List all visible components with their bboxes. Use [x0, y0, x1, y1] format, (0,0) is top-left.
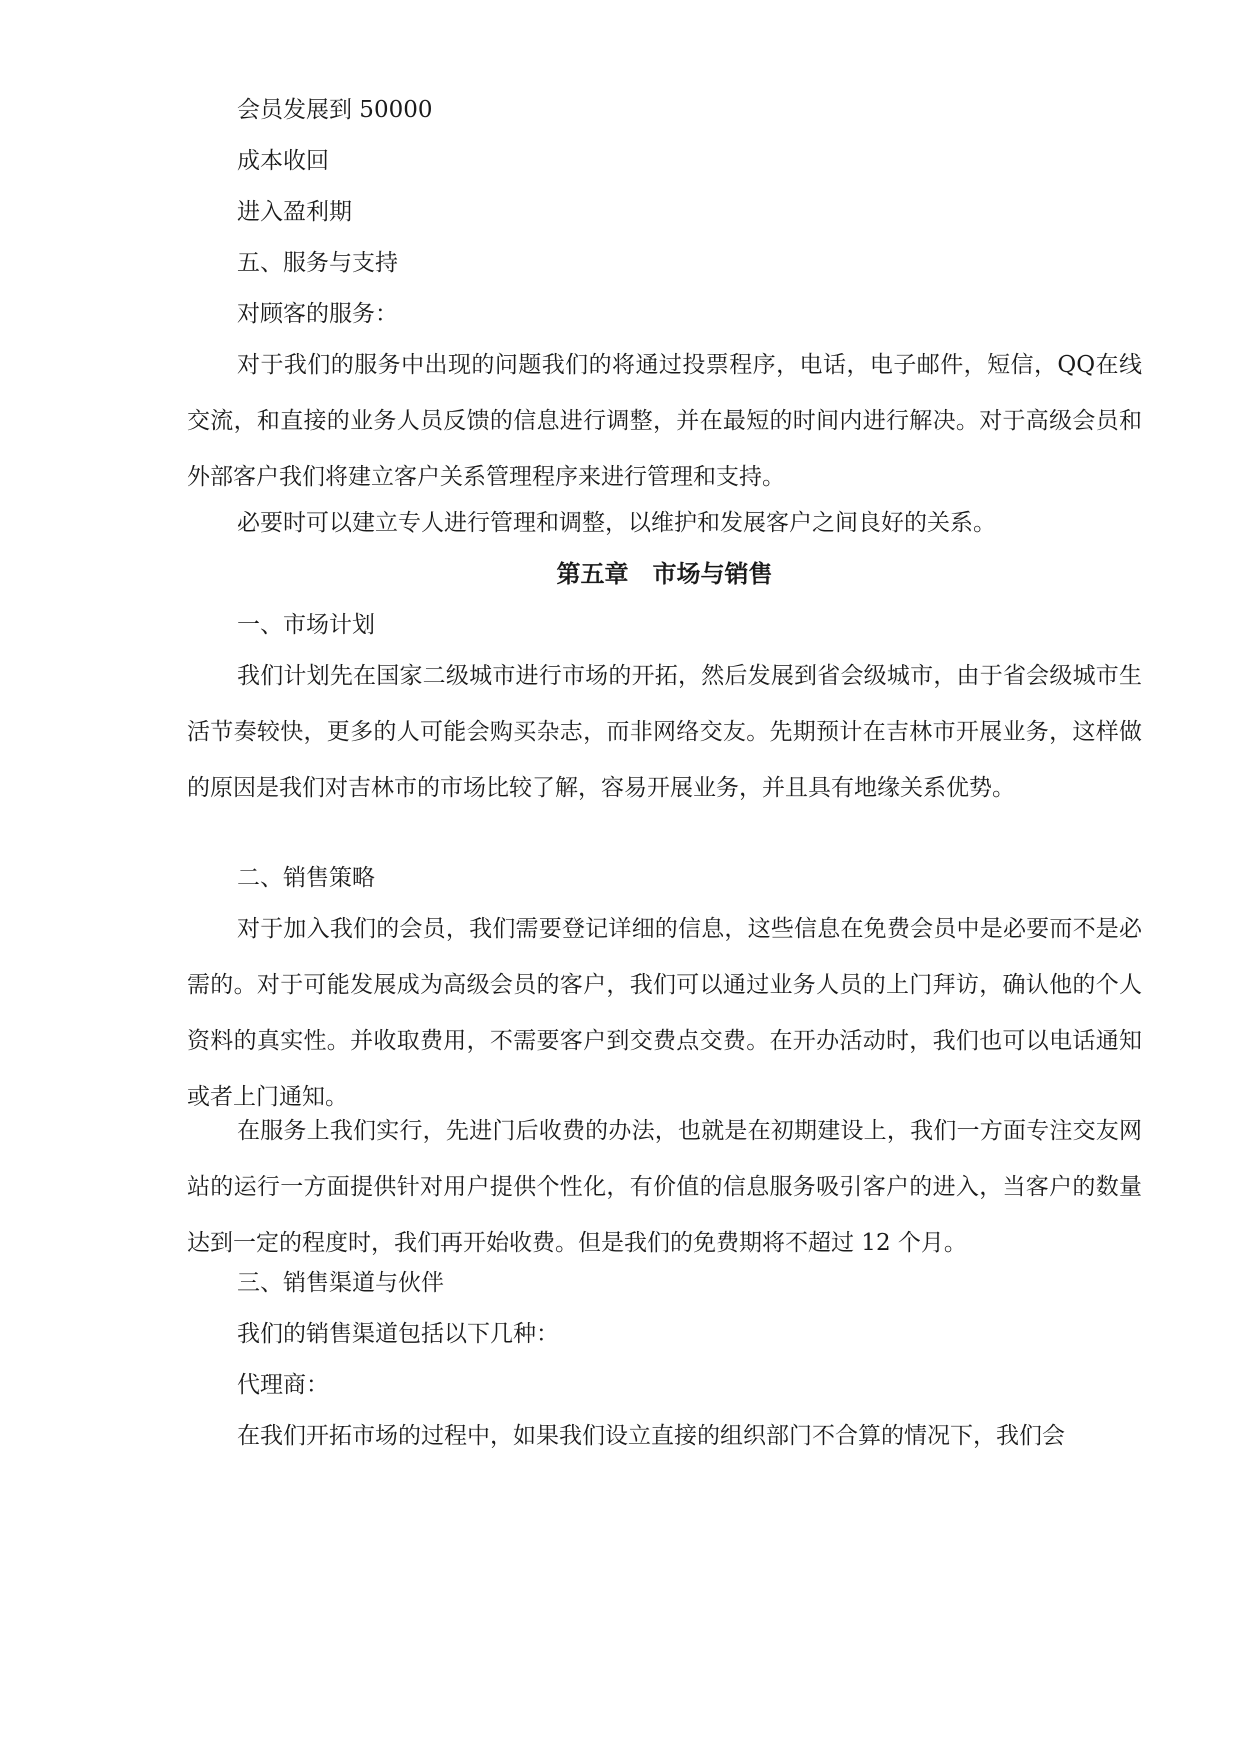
section-title-market-plan: 一、市场计划	[237, 612, 375, 638]
section-heading-service: 五、服务与支持	[237, 250, 398, 276]
line-profit-period: 进入盈利期	[237, 199, 352, 225]
line-members-goal: 会员发展到 50000	[237, 97, 433, 123]
paragraph-agents: 在我们开拓市场的过程中，如果我们设立直接的组织部门不合算的情况下，我们会	[237, 1423, 1065, 1449]
paragraph-sales-strategy-1: 对于加入我们的会员，我们需要登记详细的信息，这些信息在免费会员中是必要而不是必需的。对于可能发展成为高级会员的客户，我们可以通过业务人员的上门拜访，确认他的个人资料的真实性。并收取费用，不需要客户到交费点交费。在开办活动时，我们也可以电话通知或者上门通知。	[187, 916, 1142, 1110]
paragraph-sales-strategy-2: 在服务上我们实行，先进门后收费的办法，也就是在初期建设上，我们一方面专注交友网站的运行一方面提供针对用户提供个性化，有价值的信息服务吸引客户的进入，当客户的数量达到一定的程度时，我们再开始收费。但是我们的免费期将不超过 12 个月。	[187, 1118, 1142, 1256]
paragraph-market-plan: 我们计划先在国家二级城市进行市场的开拓，然后发展到省会级城市，由于省会级城市生活节奏较快，更多的人可能会购买杂志，而非网络交友。先期预计在吉林市开展业务，这样做的原因是我们对吉林市的市场比较了解，容易开展业务，并且具有地缘关系优势。	[187, 663, 1142, 801]
line-cost-recovery: 成本收回	[237, 148, 329, 174]
line-customer-service: 对顾客的服务：	[237, 301, 398, 327]
line-channels-intro: 我们的销售渠道包括以下几种：	[237, 1321, 559, 1347]
section-title-sales-strategy: 二、销售策略	[237, 865, 375, 891]
chapter-title: 第五章 市场与销售	[556, 560, 773, 588]
section-title-sales-channels: 三、销售渠道与伙伴	[237, 1270, 444, 1296]
line-agent-label: 代理商：	[237, 1372, 329, 1398]
paragraph-dedicated-staff: 必要时可以建立专人进行管理和调整，以维护和发展客户之间良好的关系。	[237, 510, 996, 536]
paragraph-service-issues: 对于我们的服务中出现的问题我们的将通过投票程序，电话，电子邮件，短信，QQ在线交流，和直接的业务人员反馈的信息进行调整，并在最短的时间内进行解决。对于高级会员和外部客户我们将建立客户关系管理程序来进行管理和支持。	[187, 352, 1142, 490]
